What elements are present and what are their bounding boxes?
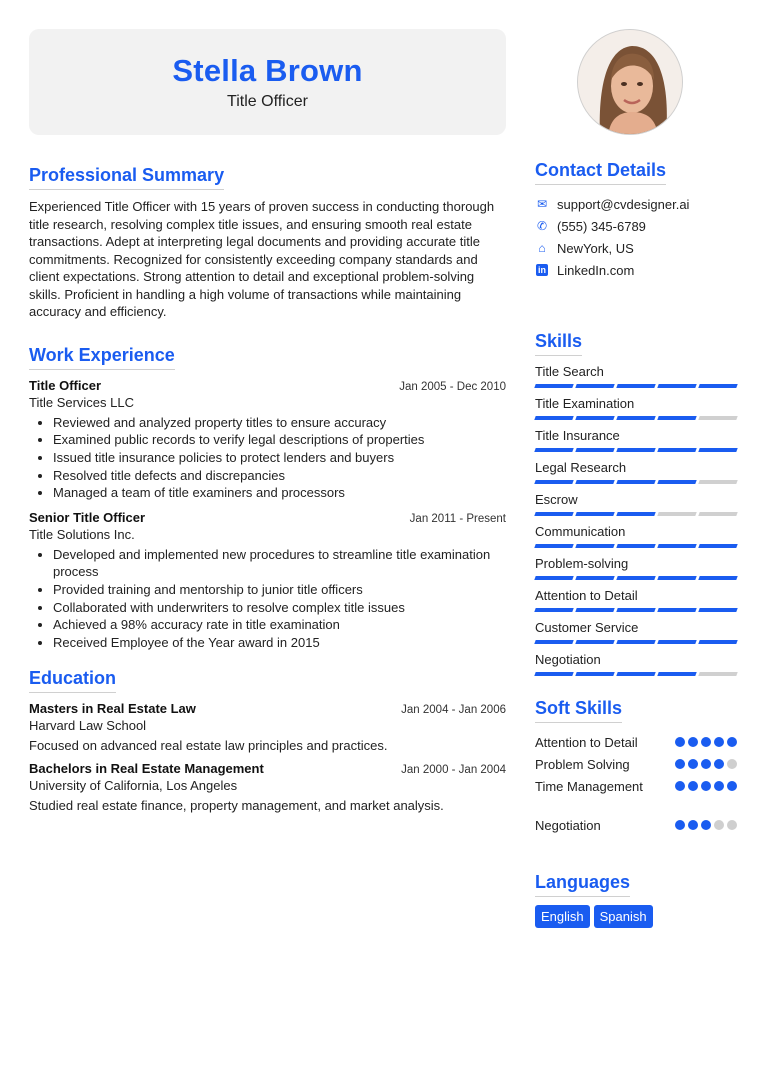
skill-segment-filled	[657, 416, 696, 420]
envelope-icon: ✉	[536, 197, 548, 211]
soft-skill-item	[535, 731, 738, 753]
skill-segment-filled	[616, 512, 655, 516]
skill-segment-filled	[657, 640, 696, 644]
contact-heading: Contact Details	[535, 160, 666, 185]
phone-icon: ✆	[536, 219, 548, 233]
soft-skills-section	[535, 698, 738, 836]
rating-dot-filled	[714, 781, 724, 791]
skill-item	[535, 652, 738, 676]
summary-section	[29, 165, 506, 321]
education-description: Focused on advanced real estate law principles and practices.	[29, 737, 388, 753]
job-bullets	[29, 414, 506, 502]
rating-dot-filled	[688, 781, 698, 791]
job-bullet: • Managed a team of title examiners and processors	[53, 484, 506, 502]
rating-dot-empty	[714, 820, 724, 830]
contact-linkedin[interactable]	[535, 259, 738, 281]
skill-name: Escrow	[535, 492, 578, 507]
job-title: Title Officer	[29, 377, 102, 393]
skill-segment-filled	[534, 640, 573, 644]
summary-text: Experienced Title Officer with 15 years of proven success in conducting thorough title research, resolving complex title issues, and ensuring smooth real estate transactions. Adept at interpreting legal documents and providing accurate title commitments. Recognized for consistently exceeding company standards and client expectations. Strong attention to detail and exceptional problem-solving skills. Proficient in handling a high volume of transactions while maintaining accuracy and efficiency.	[29, 199, 495, 319]
profile-photo	[577, 29, 683, 135]
skill-level-bar	[535, 448, 738, 452]
skill-name: Attention to Detail	[535, 588, 638, 603]
skill-segment-filled	[657, 448, 696, 452]
skill-segment-filled	[657, 480, 696, 484]
skill-level-bar	[535, 544, 738, 548]
skill-segment-filled	[534, 480, 573, 484]
rating-dot-filled	[688, 820, 698, 830]
skill-segment-filled	[534, 544, 573, 548]
job-bullets	[29, 546, 506, 652]
skill-segment-filled	[575, 576, 614, 580]
soft-skill-name: Time Management	[535, 778, 643, 794]
job-bullet: • Developed and implemented new procedures to streamline title examination process	[53, 546, 506, 581]
skill-name: Title Examination	[535, 396, 635, 411]
rating-dot-filled	[688, 737, 698, 747]
language-badge: Spanish	[594, 905, 653, 928]
job-company: Title Services LLC	[29, 394, 134, 410]
right-column	[535, 160, 738, 928]
skill-segment-filled	[657, 384, 696, 388]
skill-segment-filled	[657, 608, 696, 612]
skill-segment-filled	[534, 448, 573, 452]
summary-heading: Professional Summary	[29, 165, 224, 190]
skill-segment-filled	[534, 384, 573, 388]
skill-name: Problem-solving	[535, 556, 629, 571]
soft-skill-item	[535, 753, 738, 775]
education-description: Studied real estate finance, property management, and market analysis.	[29, 797, 444, 813]
education-school: Harvard Law School	[29, 717, 147, 733]
rating-dot-filled	[727, 737, 737, 747]
contact-location	[535, 237, 738, 259]
skill-segment-filled	[698, 544, 737, 548]
job-header	[29, 510, 506, 525]
education-degree: Bachelors in Real Estate Management	[29, 760, 264, 776]
skill-name: Communication	[535, 524, 626, 539]
contact-location-text: NewYork, US	[557, 240, 634, 256]
skill-level-bar	[535, 416, 738, 420]
skill-segment-filled	[657, 544, 696, 548]
skill-segment-filled	[534, 608, 573, 612]
education-header	[29, 761, 506, 776]
language-badge: English	[535, 905, 590, 928]
job-dates: Jan 2011 - Present	[409, 512, 506, 525]
skill-segment-filled	[616, 448, 655, 452]
rating-dot-filled	[701, 737, 711, 747]
skill-segment-empty	[657, 512, 696, 516]
soft-skill-rating	[675, 759, 737, 769]
education-header	[29, 701, 506, 716]
skill-segment-filled	[575, 480, 614, 484]
skill-name: Title Search	[535, 364, 604, 379]
rating-dot-filled	[701, 820, 711, 830]
skill-segment-filled	[616, 640, 655, 644]
candidate-title: Title Officer	[227, 93, 308, 110]
skill-segment-filled	[698, 576, 737, 580]
education-entry	[29, 761, 506, 813]
skill-segment-filled	[657, 672, 696, 676]
rating-dot-filled	[675, 781, 685, 791]
profile-photo-image	[578, 30, 683, 135]
skill-item	[535, 396, 738, 420]
contact-section	[535, 160, 738, 281]
soft-skill-name: Problem Solving	[535, 756, 630, 772]
skill-item	[535, 460, 738, 484]
contact-phone-text: (555) 345-6789	[557, 218, 646, 234]
linkedin-icon: in	[538, 265, 546, 275]
skill-segment-filled	[698, 608, 737, 612]
skill-name: Title Insurance	[535, 428, 620, 443]
soft-skill-name: Negotiation	[535, 817, 601, 833]
soft-skill-rating	[675, 820, 737, 830]
rating-dot-filled	[701, 759, 711, 769]
experience-section	[29, 345, 506, 652]
job-bullet: • Provided training and mentorship to junior title officers	[53, 581, 506, 599]
skill-segment-filled	[575, 544, 614, 548]
skill-segment-filled	[534, 672, 573, 676]
experience-heading: Work Experience	[29, 345, 175, 370]
job-header	[29, 378, 506, 393]
skill-item	[535, 524, 738, 548]
education-school: University of California, Los Angeles	[29, 777, 238, 793]
skill-segment-filled	[575, 640, 614, 644]
skill-segment-filled	[616, 544, 655, 548]
skill-segment-filled	[575, 384, 614, 388]
rating-dot-filled	[675, 820, 685, 830]
skill-name: Customer Service	[535, 620, 639, 635]
job-bullet: • Resolved title defects and discrepancies	[53, 467, 506, 485]
skill-item	[535, 556, 738, 580]
skill-segment-filled	[698, 640, 737, 644]
soft-skill-rating	[675, 781, 737, 791]
job-bullet: • Collaborated with underwriters to resolve complex title issues	[53, 599, 506, 617]
skill-segment-filled	[534, 576, 573, 580]
skill-segment-empty	[698, 672, 737, 676]
skill-item	[535, 492, 738, 516]
soft-skill-item	[535, 775, 738, 797]
rating-dot-filled	[688, 759, 698, 769]
rating-dot-filled	[714, 759, 724, 769]
skill-segment-filled	[575, 512, 614, 516]
skill-segment-filled	[698, 448, 737, 452]
rating-dot-filled	[727, 781, 737, 791]
skill-level-bar	[535, 384, 738, 388]
rating-dot-filled	[675, 737, 685, 747]
skill-segment-filled	[575, 448, 614, 452]
education-degree: Masters in Real Estate Law	[29, 700, 196, 716]
candidate-name: Stella Brown	[172, 53, 363, 88]
rating-dot-filled	[714, 737, 724, 747]
education-dates: Jan 2000 - Jan 2004	[401, 763, 506, 776]
education-heading: Education	[29, 668, 116, 693]
job-bullet: • Examined public records to verify legal descriptions of properties	[53, 431, 506, 449]
job-entry	[29, 510, 506, 652]
skill-segment-filled	[616, 480, 655, 484]
job-bullet: • Issued title insurance policies to protect lenders and buyers	[53, 449, 506, 467]
skill-item	[535, 620, 738, 644]
skill-segment-filled	[616, 608, 655, 612]
skill-segment-filled	[616, 384, 655, 388]
skill-segment-filled	[616, 672, 655, 676]
skill-item	[535, 588, 738, 612]
rating-dot-empty	[727, 759, 737, 769]
left-column	[29, 165, 506, 821]
job-dates: Jan 2005 - Dec 2010	[399, 380, 506, 393]
job-bullet: • Received Employee of the Year award in 2015	[53, 634, 506, 652]
job-bullet: • Reviewed and analyzed property titles to ensure accuracy	[53, 414, 506, 432]
contact-email[interactable]	[535, 193, 738, 215]
rating-dot-filled	[701, 781, 711, 791]
soft-skill-rating	[675, 737, 737, 747]
skill-level-bar	[535, 576, 738, 580]
skill-segment-filled	[616, 416, 655, 420]
job-company: Title Solutions Inc.	[29, 526, 135, 542]
header-box	[29, 29, 506, 135]
contact-phone[interactable]	[535, 215, 738, 237]
skills-heading: Skills	[535, 331, 582, 356]
skill-level-bar	[535, 512, 738, 516]
skill-segment-empty	[698, 416, 737, 420]
contact-email-text: support@cvdesigner.ai	[557, 196, 690, 212]
skill-name: Legal Research	[535, 460, 627, 475]
skill-level-bar	[535, 640, 738, 644]
job-bullet: • Achieved a 98% accuracy rate in title examination	[53, 616, 506, 634]
skill-segment-filled	[575, 672, 614, 676]
skill-segment-filled	[698, 384, 737, 388]
home-icon: ⌂	[538, 241, 546, 255]
skill-segment-empty	[698, 512, 737, 516]
skill-level-bar	[535, 480, 738, 484]
soft-skill-item	[535, 814, 738, 836]
job-title: Senior Title Officer	[29, 509, 146, 525]
rating-dot-filled	[675, 759, 685, 769]
skills-section	[535, 331, 738, 676]
education-entry	[29, 701, 506, 753]
contact-linkedin-text: LinkedIn.com	[557, 262, 635, 278]
languages-heading: Languages	[535, 872, 630, 897]
rating-dot-empty	[727, 820, 737, 830]
skill-level-bar	[535, 672, 738, 676]
skill-level-bar	[535, 608, 738, 612]
skill-item	[535, 428, 738, 452]
skill-segment-filled	[575, 416, 614, 420]
skill-segment-empty	[698, 480, 737, 484]
education-dates: Jan 2004 - Jan 2006	[401, 703, 506, 716]
soft-skills-heading: Soft Skills	[535, 698, 622, 723]
skill-segment-filled	[616, 576, 655, 580]
job-entry	[29, 378, 506, 502]
skill-segment-filled	[534, 416, 573, 420]
languages-section	[535, 872, 738, 928]
soft-skill-name: Attention to Detail	[535, 734, 638, 750]
education-section	[29, 668, 506, 813]
skill-segment-filled	[575, 608, 614, 612]
skill-segment-filled	[657, 576, 696, 580]
skill-name: Negotiation	[535, 652, 601, 667]
skill-segment-filled	[534, 512, 573, 516]
skill-item	[535, 364, 738, 388]
